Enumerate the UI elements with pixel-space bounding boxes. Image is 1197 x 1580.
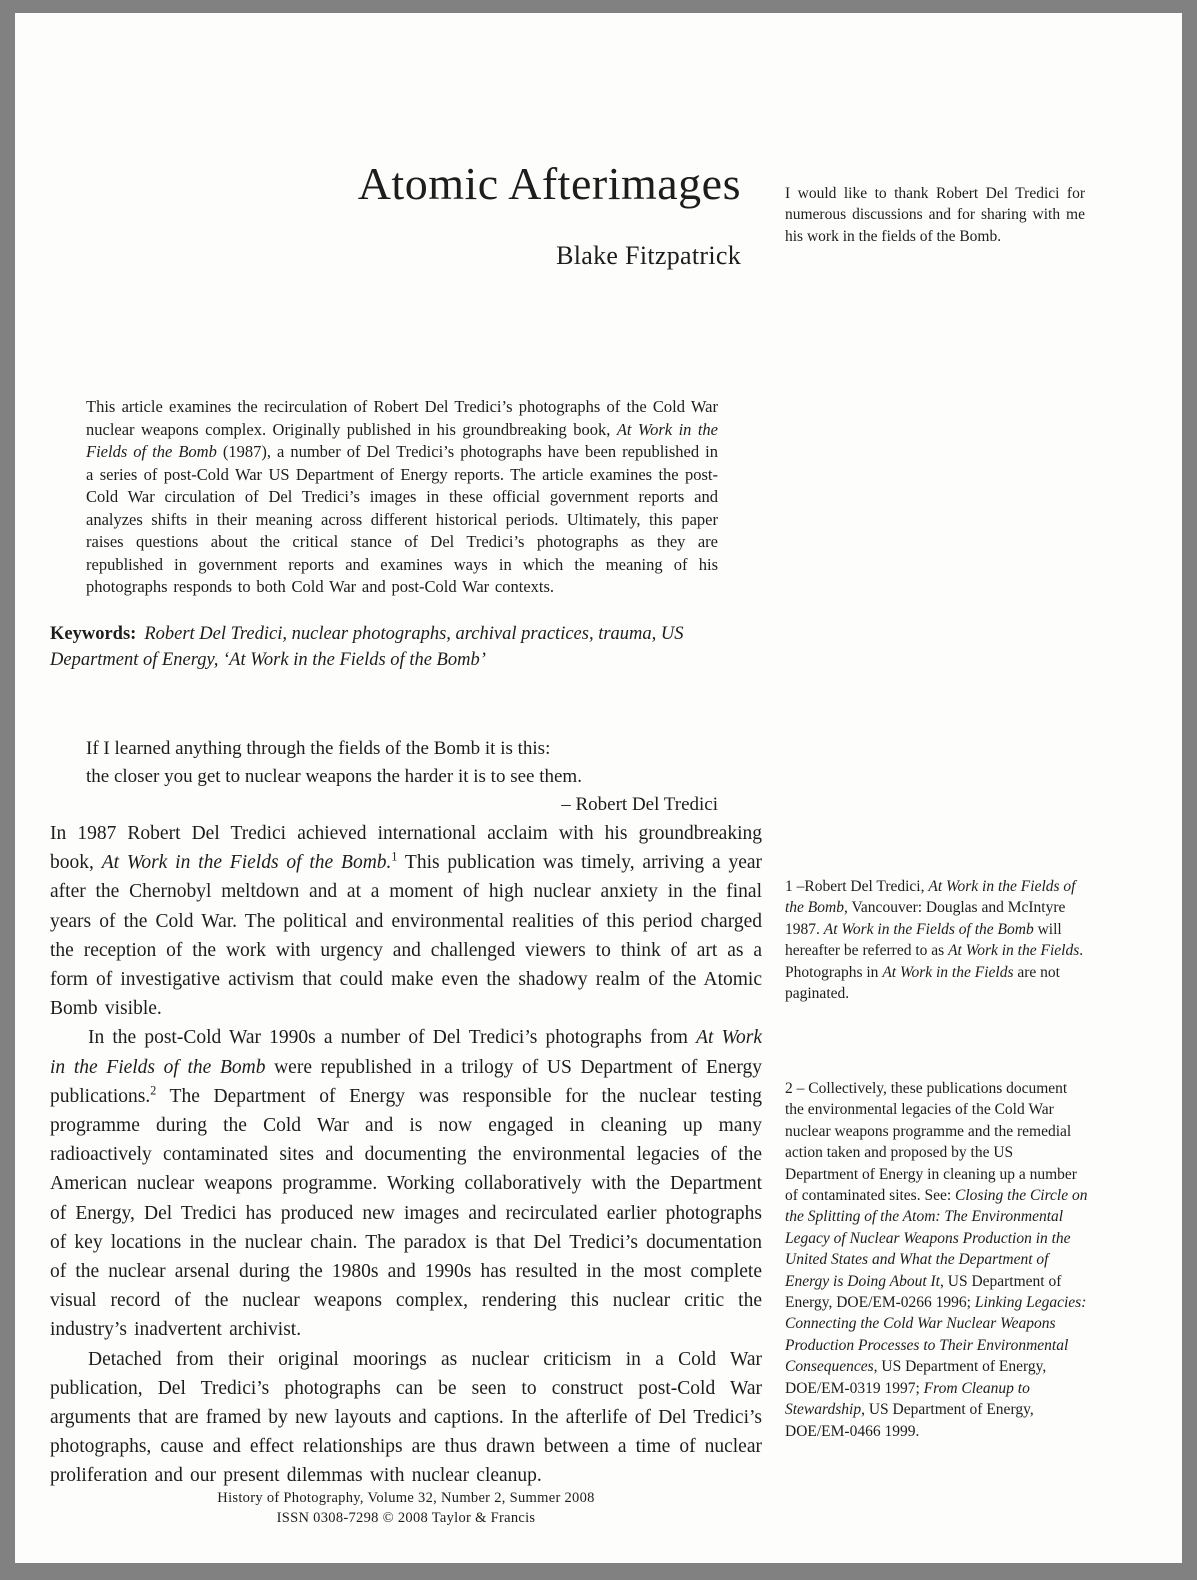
body-paragraph-2: In the post-Cold War 1990s a number of Del Tredici’s photographs from At Work in the Fields of the Bomb were republished in a trilogy of US Department of Energy publications.$^2$ The Department of Energy was responsible for the nuclear testing programme during the Cold War and is now engaged in cleaning up many radioactively contaminated sites and documenting the environmental legacies of the American nuclear weapons programme. Working collaboratively with the Department of Energy, Del Tredici has produced new images and recirculated earlier photographs of key locations in the nuclear chain. The paradox is that Del Tredici’s documentation of the nuclear arsenal during the 1980s and 1990s has resulted in the most complete visual record of the nuclear weapons complex, rendering this nuclear critic the industry’s inadvertent archivist. [50, 1027, 763, 1341]
epigraph-line-1: If I learned anything through the fields of the Bomb it is this: [86, 738, 551, 759]
acknowledgment-note: I would like to thank Robert Del Tredici for numerous discussions and for sharing with me his work in the fields of the Bomb. [785, 185, 1085, 245]
article-author: Blake Fitzpatrick [556, 240, 741, 270]
footnote-2: 2 – Collectively, these publications document the environmental legacies of the Cold War nuclear weapons programme and the remedial action taken and proposed by the US Department of Energy in cleaning up a number of contaminated sites. See: Closing the Circle on the Splitting of the Atom: The Environmental Legacy of Nuclear Weapons Production in the United States and What the Department of Energy is Doing About It, US Department of Energy, DOE/EM-0266 1996; Linking Legacies: Connecting the Cold War Nuclear Weapons Production Processes to Their Environmental Consequences, US Department of Energy, DOE/EM-0319 1997; From Cleanup to Stewardship, US Department of Energy, DOE/EM-0466 1999. [785, 1080, 1088, 1440]
title-block [345, 159, 741, 271]
journal-page [15, 13, 1182, 1563]
footer-issn-line: ISSN 0308-7298 © 2008 Taylor & Francis [276, 1510, 536, 1526]
footer-journal-line: History of Photography, Volume 32, Number 2, Summer 2008 [217, 1490, 595, 1506]
keywords-label: Keywords: [50, 624, 137, 644]
epigraph-line-2: the closer you get to nuclear weapons the harder it is to see them. [86, 766, 582, 787]
body-paragraph-3: Detached from their original moorings as nuclear criticism in a Cold War publication, Del Tredici’s photographs can be seen to construct post-Cold War arguments that are framed by new layouts and captions. In the afterlife of Del Tredici’s photographs, cause and effect relationships are thus drawn between a time of nuclear proliferation and our present dilemmas with nuclear cleanup. [50, 1348, 762, 1487]
body-paragraph-1: In 1987 Robert Del Tredici achieved international acclaim with his groundbreaking book, At Work in the Fields of the Bomb.$^1$ This publication was timely, arriving a year after the Chernobyl meltdown and at a moment of high nuclear anxiety in the final years of the Cold War. The political and environmental realities of this period charged the reception of the work with urgency and challenged viewers to think of art as a form of investigative activism that could make even the shadowy realm of the Atomic Bomb visible. [50, 823, 763, 1020]
page-title: Atomic Afterimages [357, 158, 741, 209]
keywords-line [50, 621, 755, 673]
journal-footer [50, 1488, 762, 1528]
epigraph [86, 735, 718, 819]
epigraph-attribution: – Robert Del Tredici [561, 794, 718, 815]
abstract-text: This article examines the recirculation of Robert Del Tredici’s photographs of the Cold War nuclear weapons complex. Originally published in his groundbreaking book, At Work in the Fields of the Bomb (1987), a number of Del Tredici’s photographs have been republished in a series of post-Cold War US Department of Energy reports. The article examines the post-Cold War circulation of Del Tredici’s images in these official government reports and analyzes shifts in their meaning across different historical periods. Ultimately, this paper raises questions about the critical stance of Del Tredici’s photographs as they are republished in government reports and examines ways in which the meaning of his photographs responds to both Cold War and post-Cold War contexts. [86, 397, 718, 596]
article-body [50, 819, 762, 1491]
keywords-text: Robert Del Tredici, nuclear photographs, archival practices, trauma, US Department of Energy, ‘At Work in the Fields of the Bomb’ [50, 624, 684, 670]
footnote-1: 1 –Robert Del Tredici, At Work in the Fields of the Bomb, Vancouver: Douglas and McIntyre 1987. At Work in the Fields of the Bomb will hereafter be referred to as At Work in the Fields. Photographs in At Work in the Fields are not paginated. [785, 878, 1084, 1003]
